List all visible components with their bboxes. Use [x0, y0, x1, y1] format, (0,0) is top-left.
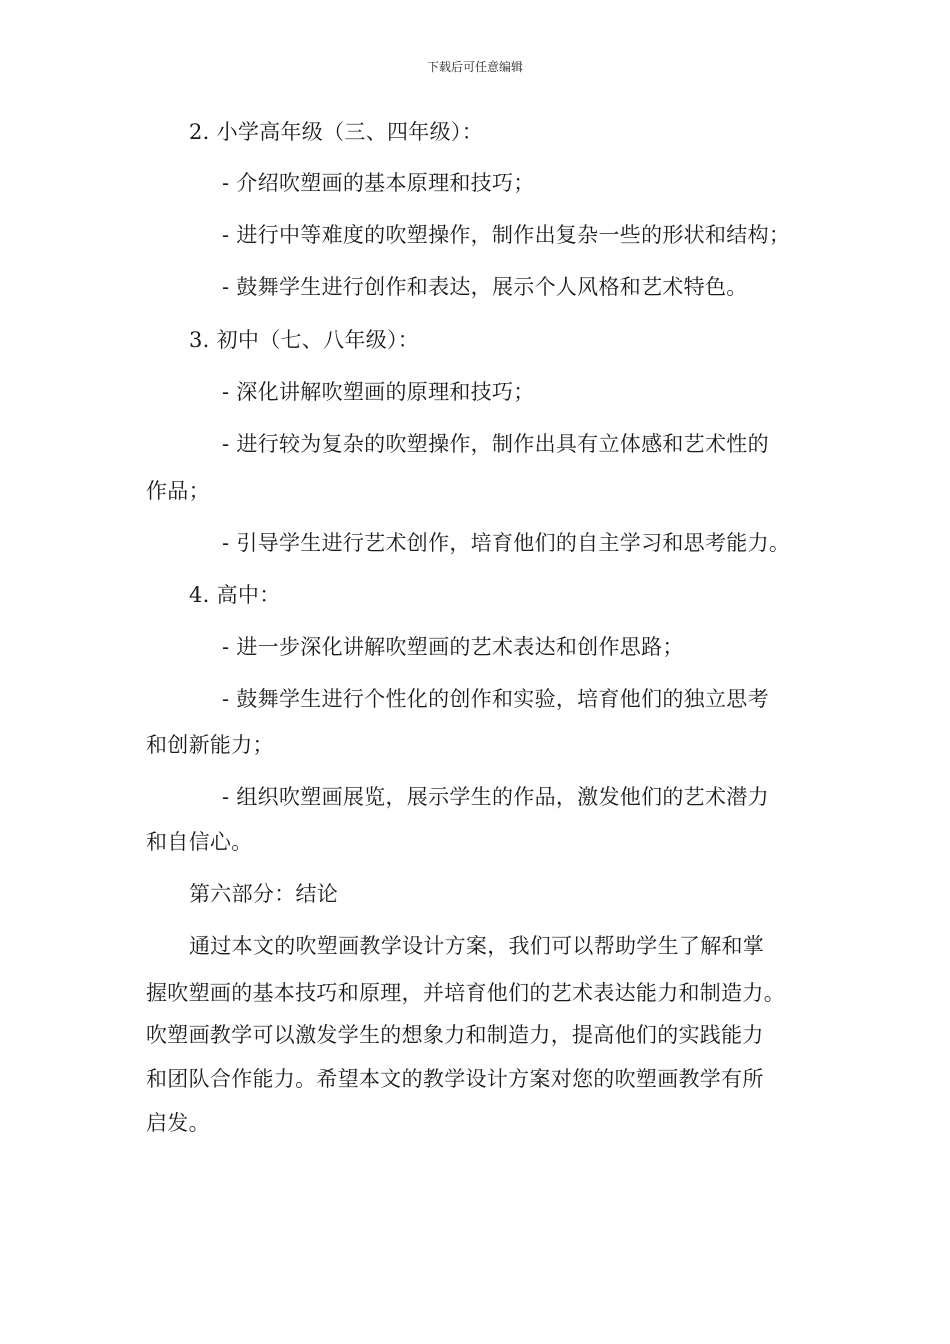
list-item: - 进行中等难度的吹塑操作，制作出复杂一些的形状和结构； [222, 223, 791, 247]
list-item-heading: 2. 小学高年级（三、四年级）： [189, 120, 484, 144]
paragraph-line: 吹塑画教学可以激发学生的想象力和制造力，提高他们的实践能力 [146, 1023, 764, 1047]
list-item-continuation: 和创新能力； [146, 733, 274, 757]
list-item-heading: 3. 初中（七、八年级）： [189, 328, 420, 352]
paragraph-line: 握吹塑画的基本技巧和原理，并培育他们的艺术表达能力和制造力。 [146, 981, 785, 1005]
paragraph-line: 通过本文的吹塑画教学设计方案，我们可以帮助学生了解和掌 [189, 934, 765, 958]
list-item-continuation: 和自信心。 [146, 830, 253, 854]
paragraph-line: 和团队合作能力。希望本文的教学设计方案对您的吹塑画教学有所 [146, 1067, 764, 1091]
list-item: - 介绍吹塑画的基本原理和技巧； [222, 171, 535, 195]
list-item-heading: 4. 高中： [189, 583, 281, 607]
list-item: - 深化讲解吹塑画的原理和技巧； [222, 380, 535, 404]
list-item: - 鼓舞学生进行个性化的创作和实验，培育他们的独立思考 [222, 687, 769, 711]
list-item-continuation: 作品； [146, 479, 210, 503]
page-header: 下载后可任意编辑 [426, 60, 523, 74]
section-heading: 第六部分：结论 [189, 882, 339, 906]
list-item: - 进行较为复杂的吹塑操作，制作出具有立体感和艺术性的 [222, 432, 769, 456]
list-item: - 组织吹塑画展览，展示学生的作品，激发他们的艺术潜力 [222, 785, 769, 809]
paragraph-line: 启发。 [146, 1111, 210, 1135]
list-item: - 引导学生进行艺术创作，培育他们的自主学习和思考能力。 [222, 531, 791, 555]
list-item: - 鼓舞学生进行创作和表达，展示个人风格和艺术特色。 [222, 275, 748, 299]
list-item: - 进一步深化讲解吹塑画的艺术表达和创作思路； [222, 635, 684, 659]
